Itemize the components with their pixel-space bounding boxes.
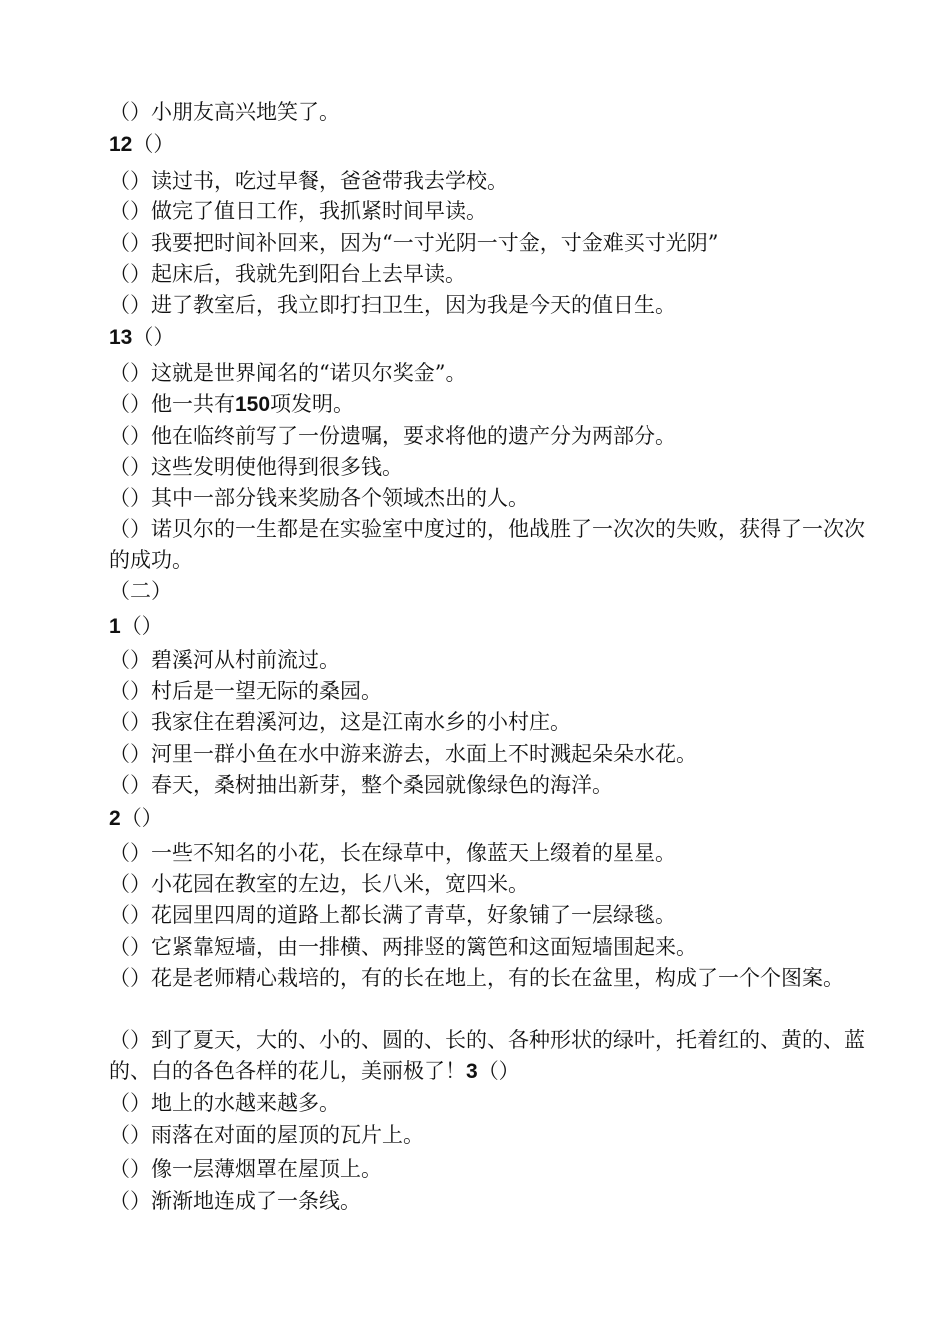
text-line: （）我家住在碧溪河边，这是江南水乡的小村庄。	[109, 710, 571, 734]
text-line: （）渐渐地连成了一条线。	[109, 1189, 361, 1213]
question-heading: 2（）	[109, 806, 163, 830]
question-heading: 1（）	[109, 614, 163, 638]
text-line: （）春天，桑树抽出新芽，整个桑园就像绿色的海洋。	[109, 773, 613, 797]
text-line: （）一些不知名的小花，长在绿草中，像蓝天上缀着的星星。	[109, 841, 676, 865]
text-line: （）进了教室后，我立即打扫卫生，因为我是今天的值日生。	[109, 293, 676, 317]
text-line: （）河里一群小鱼在水中游来游去，水面上不时溅起朵朵水花。	[109, 742, 697, 766]
text-line: （）地上的水越来越多。	[109, 1091, 340, 1115]
text-line: （）这些发明使他得到很多钱。	[109, 455, 403, 479]
text-line: （）我要把时间补回来，因为“一寸光阴一寸金，寸金难买寸光阴”	[109, 231, 719, 255]
text-paragraph: （）花是老师精心栽培的，有的长在地上，有的长在盆里，构成了一个个图案。	[109, 966, 844, 990]
text-line: （）花园里四周的道路上都长满了青草，好象铺了一层绿毯。	[109, 903, 676, 927]
text-paragraph: （）诺贝尔的一生都是在实验室中度过的，他战胜了一次次的失败，获得了一次次的成功。	[109, 517, 865, 572]
text-line: （）小花园在教室的左边，长八米，宽四米。	[109, 872, 529, 896]
text-line: （）村后是一望无际的桑园。	[109, 679, 382, 703]
text-line: （）读过书，吃过早餐，爸爸带我去学校。	[109, 169, 508, 193]
text-line: （）像一层薄烟罩在屋顶上。	[109, 1157, 382, 1181]
text-paragraph: （）到了夏天，大的、小的、圆的、长的、各种形状的绿叶，托着红的、黄的、蓝的、白的各色各样的花儿，美丽极了！3（）	[109, 1028, 865, 1083]
text-line: （）碧溪河从村前流过。	[109, 648, 340, 672]
section-heading: （二）	[109, 579, 172, 603]
text-line: （）起床后，我就先到阳台上去早读。	[109, 262, 466, 286]
text-line: （）雨落在对面的屋顶的瓦片上。	[109, 1123, 424, 1147]
text-line: （）小朋友高兴地笑了。	[109, 100, 340, 124]
text-line: （）他一共有150项发明。	[109, 392, 355, 416]
text-line: （）做完了值日工作，我抓紧时间早读。	[109, 199, 487, 223]
text-line: （）他在临终前写了一份遗嘱，要求将他的遗产分为两部分。	[109, 424, 676, 448]
text-line: （）其中一部分钱来奖励各个领域杰出的人。	[109, 486, 529, 510]
text-line: （）这就是世界闻名的“诺贝尔奖金”。	[109, 361, 467, 385]
text-line: （）它紧靠短墙，由一排横、两排竖的篱笆和这面短墙围起来。	[109, 935, 697, 959]
question-heading: 13（）	[109, 325, 175, 349]
question-heading: 12（）	[109, 132, 175, 156]
